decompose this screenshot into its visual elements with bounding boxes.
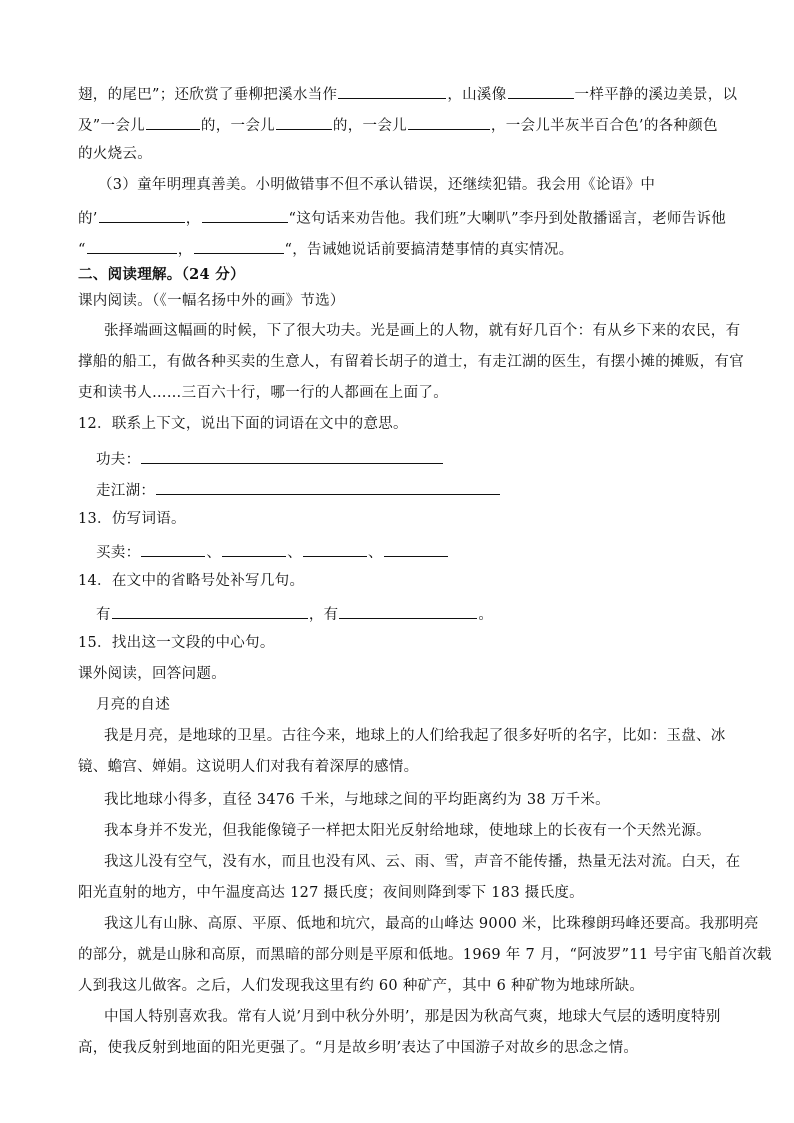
answer-blank[interactable] (141, 447, 443, 464)
text-segment: ，有 (308, 607, 339, 623)
question-15: 15．找出这一文段的中心句。 (78, 635, 275, 651)
passage-line: 我这儿没有空气，没有水，而且也没有风、云、雨、雪，声音不能传播，热量无法对流。白天，在 (104, 854, 741, 870)
answer-blank[interactable] (338, 82, 446, 99)
reading-source: 课内阅读。（《一幅名扬中外的画》节选） (78, 293, 345, 309)
term-label: 买卖： (96, 545, 141, 561)
passage-line: 张择端画这幅画的时候，下了很大功夫。光是画上的人物，就有好几百个：有从乡下来的农民，有 (104, 323, 741, 339)
question-12-a (96, 447, 756, 467)
answer-blank[interactable] (202, 206, 288, 223)
answer-blank[interactable] (146, 113, 200, 130)
answer-blank[interactable] (276, 113, 332, 130)
passage-line: 吏和读书人……三百六十行，哪一行的人都画在上面了。 (78, 385, 448, 401)
passage-line: 人到我这儿做客。之后，人们发现我这里有约 60 种矿产，其中 6 种矿物为地球所缺。 (78, 978, 645, 994)
answer-blank[interactable] (87, 237, 177, 254)
answer-blank[interactable] (112, 602, 308, 619)
text-segment: “这句话来劝告他。我们班”大喇叭”李丹到处散播谣言，老师告诉他 (288, 211, 727, 227)
passage-line: 我本身并不发光，但我能像镜子一样把太阳光反射给地球，使地球上的长夜有一个天然光源。 (104, 823, 711, 839)
answer-blank[interactable] (303, 540, 367, 557)
answer-blank[interactable] (508, 82, 574, 99)
text-segment: ，山溪像 (447, 87, 507, 103)
question-13-a (96, 540, 756, 560)
text-segment: ， (185, 211, 201, 227)
answer-blank[interactable] (156, 478, 500, 495)
passage-line: 镜、蟾宫、婵娟。这说明人们对我有着深厚的感情。 (78, 759, 419, 775)
fill-line-6 (78, 237, 738, 257)
text-segment: 的’ (78, 211, 98, 227)
text-segment: 的，一会儿 (332, 118, 407, 134)
answer-blank[interactable] (194, 237, 284, 254)
passage-line: 阳光直射的地方，中午温度高达 127 摄氏度；夜间则降到零下 183 摄氏度。 (78, 885, 584, 901)
answer-blank[interactable] (141, 540, 205, 557)
question-14-a (96, 602, 756, 622)
separator: 、 (287, 545, 303, 561)
text-segment: 及”一会儿 (78, 118, 145, 134)
answer-blank[interactable] (222, 540, 286, 557)
answer-blank[interactable] (99, 206, 185, 223)
question-3-text: （3）童年明理真善美。小明做错事不但不承认错误，还继续犯错。我会用《论语》中 (98, 177, 656, 193)
answer-blank[interactable] (408, 113, 490, 130)
text-segment: “ (78, 242, 86, 258)
fill-line-5 (78, 206, 738, 226)
text-segment: 。 (478, 607, 494, 623)
separator: 、 (206, 545, 222, 561)
text-segment: 翅，的尾巴”；还欣赏了垂柳把溪水当作 (78, 87, 338, 103)
passage-line: 撑船的船工，有做各种买卖的生意人，有留着长胡子的道士，有走江湖的医生，有摆小摊的摊贩，有官 (78, 354, 744, 370)
passage-line: 我这儿有山脉、高原、平原、低地和坑穴，最高的山峰达 9000 米，比珠穆朗玛峰还要高。我那明亮 (104, 916, 759, 932)
term-label: 功夫： (96, 452, 141, 468)
question-14: 14．在文中的省略号处补写几句。 (78, 573, 305, 589)
text-segment: ， (177, 242, 193, 258)
text-line: 的火烧云。 (78, 146, 152, 162)
passage-title: 月亮的自述 (96, 697, 170, 713)
fill-line-1 (78, 82, 738, 102)
text-segment: 有 (96, 607, 111, 623)
term-label: 走江湖： (96, 483, 156, 499)
answer-blank[interactable] (384, 540, 448, 557)
answer-blank[interactable] (339, 602, 477, 619)
section-heading: 二、阅读理解。（24 分） (78, 266, 245, 283)
fill-line-2 (78, 113, 738, 133)
question-12-b (96, 478, 756, 498)
text-segment: “，告诫她说话前要搞清楚事情的真实情况。 (284, 242, 574, 258)
passage-line: 我是月亮，是地球的卫星。古往今来，地球上的人们给我起了很多好听的名字，比如：玉盘、冰 (104, 728, 726, 744)
passage-line: 我比地球小得多，直径 3476 千米，与地球之间的平均距离约为 38 万千米。 (104, 792, 610, 808)
question-12: 12．联系上下文，说出下面的词语在文中的意思。 (78, 416, 408, 432)
passage-line: 的部分，就是山脉和高原，而黑暗的部分则是平原和低地。1969 年 7 月，“阿波罗”11 号宇宙飞船首次载 (78, 947, 772, 963)
separator: 、 (368, 545, 383, 561)
extra-reading-heading: 课外阅读，回答问题。 (78, 666, 226, 682)
text-segment: 的，一会儿 (200, 118, 275, 134)
passage-line: 高，使我反射到地面的阳光更强了。“月是故乡明’表达了中国游子对故乡的思念之情。 (78, 1040, 639, 1056)
question-13: 13．仿写词语。 (78, 511, 186, 527)
passage-line: 中国人特别喜欢我。常有人说’月到中秋分外明’，那是因为秋高气爽，地球大气层的透明度特别 (104, 1009, 721, 1025)
text-segment: 一样平静的溪边美景，以 (574, 87, 738, 103)
text-segment: ，一会儿半灰半百合色’的各种颜色 (490, 118, 718, 134)
